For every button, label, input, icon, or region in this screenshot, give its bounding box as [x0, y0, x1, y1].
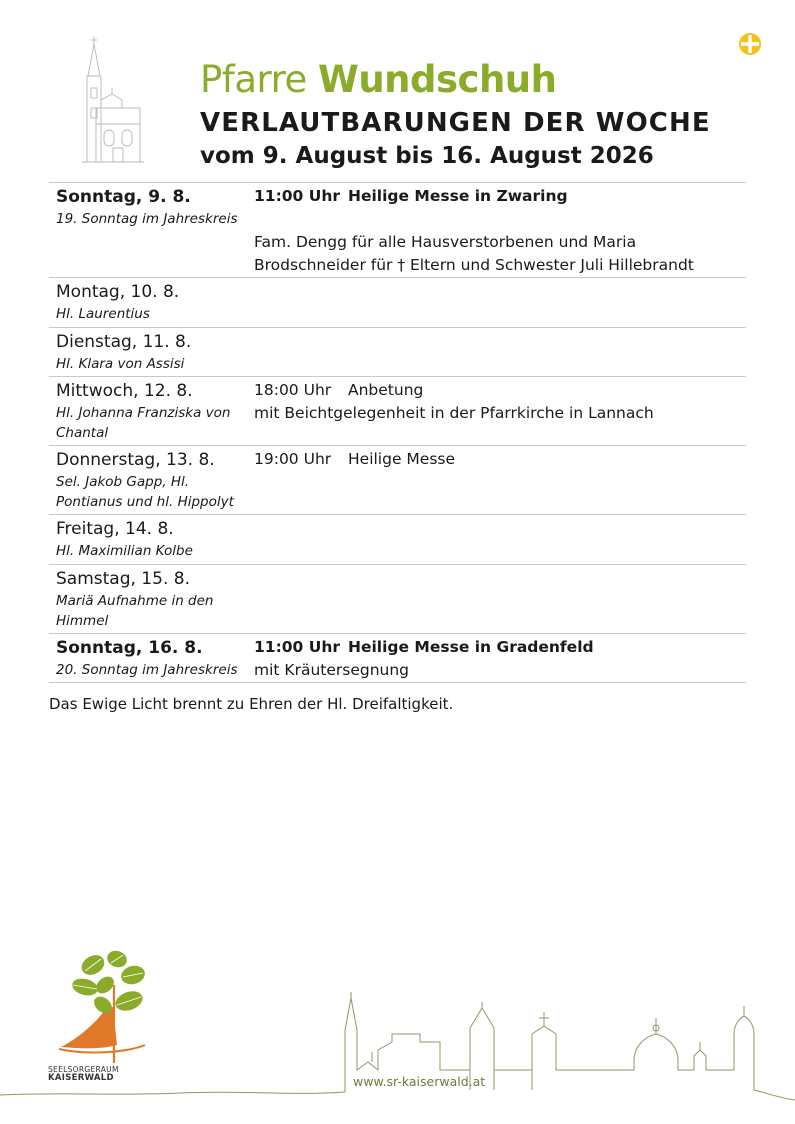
feast-label: 20. Sonntag im Jahreskreis — [56, 662, 238, 678]
schedule-row-sunday-16 — [49, 634, 746, 683]
event-time: 11:00 Uhr — [254, 638, 340, 656]
schedule-row-wednesday — [49, 377, 746, 446]
day-label: Samstag, 15. 8. — [56, 569, 190, 589]
event-title: Anbetung — [348, 381, 424, 399]
event-time: 18:00 Uhr — [254, 381, 332, 399]
day-label: Dienstag, 11. 8. — [56, 332, 192, 352]
logo-line-2: KAISERWALD — [48, 1073, 114, 1083]
event-block — [254, 379, 746, 425]
event-detail: Fam. Dengg für alle Hausverstorbenen und Maria — [254, 233, 637, 251]
feast-label: Sel. Jakob Gapp, Hl. Pontianus und hl. Hippolyt — [56, 474, 234, 510]
event-block — [254, 185, 746, 277]
day-label: Donnerstag, 13. 8. — [56, 450, 215, 470]
cross-circle-icon — [738, 32, 762, 56]
header — [200, 58, 711, 172]
feast-label: Mariä Aufnahme in den Himmel — [56, 593, 214, 629]
feast-label: 19. Sonntag im Jahreskreis — [56, 211, 238, 227]
day-label: Sonntag, 16. 8. — [56, 638, 203, 658]
footer-note: Das Ewige Licht brennt zu Ehren der Hl. Dreifaltigkeit. — [49, 695, 454, 713]
event-detail: mit Kräutersegnung — [254, 661, 410, 679]
schedule-row-saturday — [49, 565, 746, 634]
parish-prefix: Pfarre — [200, 58, 307, 101]
day-label: Montag, 10. 8. — [56, 282, 180, 302]
event-detail: Brodschneider für † Eltern und Schwester Juli Hillebrandt — [254, 256, 694, 274]
feast-label: Hl. Laurentius — [56, 306, 150, 322]
schedule-row-tuesday — [49, 328, 746, 377]
event-title: Heilige Messe in Zwaring — [348, 187, 568, 205]
event-time: 11:00 Uhr — [254, 187, 340, 205]
event-title: Heilige Messe in Gradenfeld — [348, 638, 594, 656]
parish-name: Wundschuh — [318, 58, 557, 101]
day-label: Mittwoch, 12. 8. — [56, 381, 193, 401]
schedule-row-thursday — [49, 446, 746, 515]
skyline-outline-icon — [0, 990, 795, 1124]
event-detail: mit Beichtgelegenheit in der Pfarrkirche in Lannach — [254, 404, 654, 422]
schedule-row-friday — [49, 515, 746, 565]
page-heading: VERLAUTBARUNGEN DER WOCHE — [200, 108, 711, 138]
website-link[interactable]: www.sr-kaiserwald.at — [353, 1074, 486, 1089]
day-label: Sonntag, 9. 8. — [56, 187, 191, 207]
event-block — [254, 636, 746, 682]
feast-label: Hl. Klara von Assisi — [56, 356, 185, 372]
schedule-table — [49, 182, 746, 683]
feast-label: Hl. Johanna Franziska von Chantal — [56, 405, 231, 441]
logo-line-1: SEELSORGERAUM — [48, 1065, 119, 1074]
parish-title — [200, 58, 711, 102]
event-time: 19:00 Uhr — [254, 450, 332, 468]
feast-label: Hl. Maximilian Kolbe — [56, 543, 193, 559]
schedule-row-sunday-9 — [49, 183, 746, 278]
event-block — [254, 448, 746, 471]
church-outline-icon — [82, 36, 144, 166]
date-range: vom 9. August bis 16. August 2026 — [200, 143, 654, 169]
schedule-row-monday — [49, 278, 746, 328]
day-label: Freitag, 14. 8. — [56, 519, 174, 539]
event-title: Heilige Messe — [348, 450, 456, 468]
